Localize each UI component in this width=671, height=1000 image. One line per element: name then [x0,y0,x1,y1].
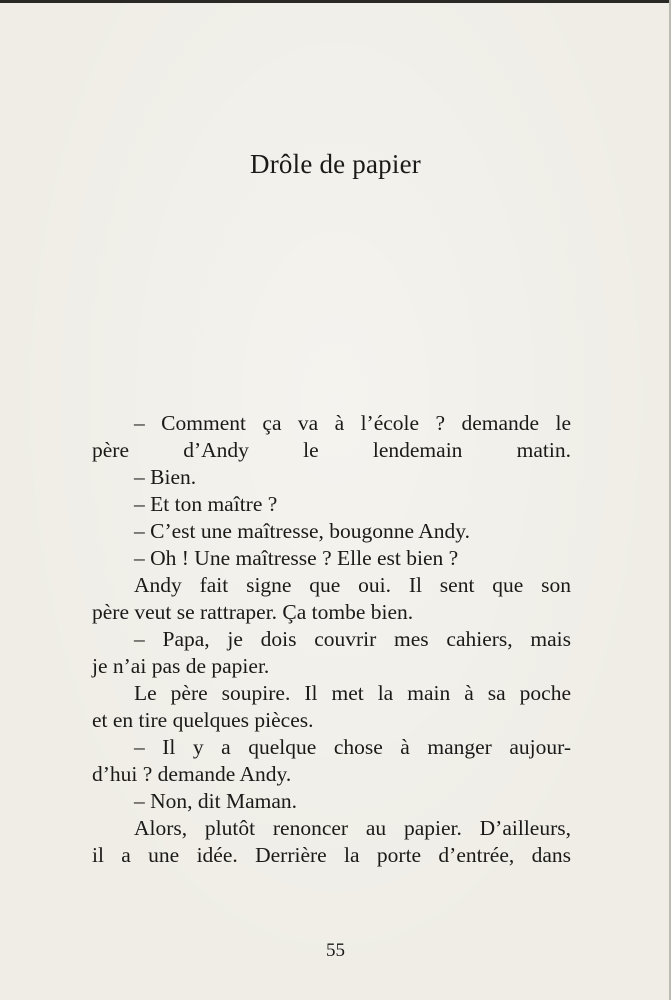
text-line: – Il y a quelque chose à manger aujour- [134,735,571,759]
text-line: – Comment ça va à l’école ? demande le [134,411,571,435]
text-line: père veut se rattraper. Ça tombe bien. [92,600,414,624]
text-line: Le père soupire. Il met la main à sa poche [134,681,571,705]
text-line: père d’Andy le lendemain matin. [92,438,571,462]
text-line: il a une idée. Derrière la porte d’entrée, dans [92,843,571,867]
text-line: je n’ai pas de papier. [92,654,270,678]
chapter-title: Drôle de papier [250,149,421,179]
text-line: – C’est une maîtresse, bougonne Andy. [134,519,470,543]
text-line: et en tire quelques pièces. [92,708,314,732]
page-top-edge [0,0,671,3]
text-line: – Oh ! Une maîtresse ? Elle est bien ? [134,546,459,570]
text-line: Andy fait signe que oui. Il sent que son [134,573,571,597]
text-line: – Papa, je dois couvrir mes cahiers, mais [134,627,571,651]
text-line: – Bien. [134,465,197,489]
body-text [92,410,571,869]
text-line: – Et ton maître ? [134,492,278,516]
text-line: Alors, plutôt renoncer au papier. D’ailleurs, [134,816,571,840]
text-line: d’hui ? demande Andy. [92,762,292,786]
page-number: 55 [326,940,345,961]
text-line: – Non, dit Maman. [134,789,298,813]
